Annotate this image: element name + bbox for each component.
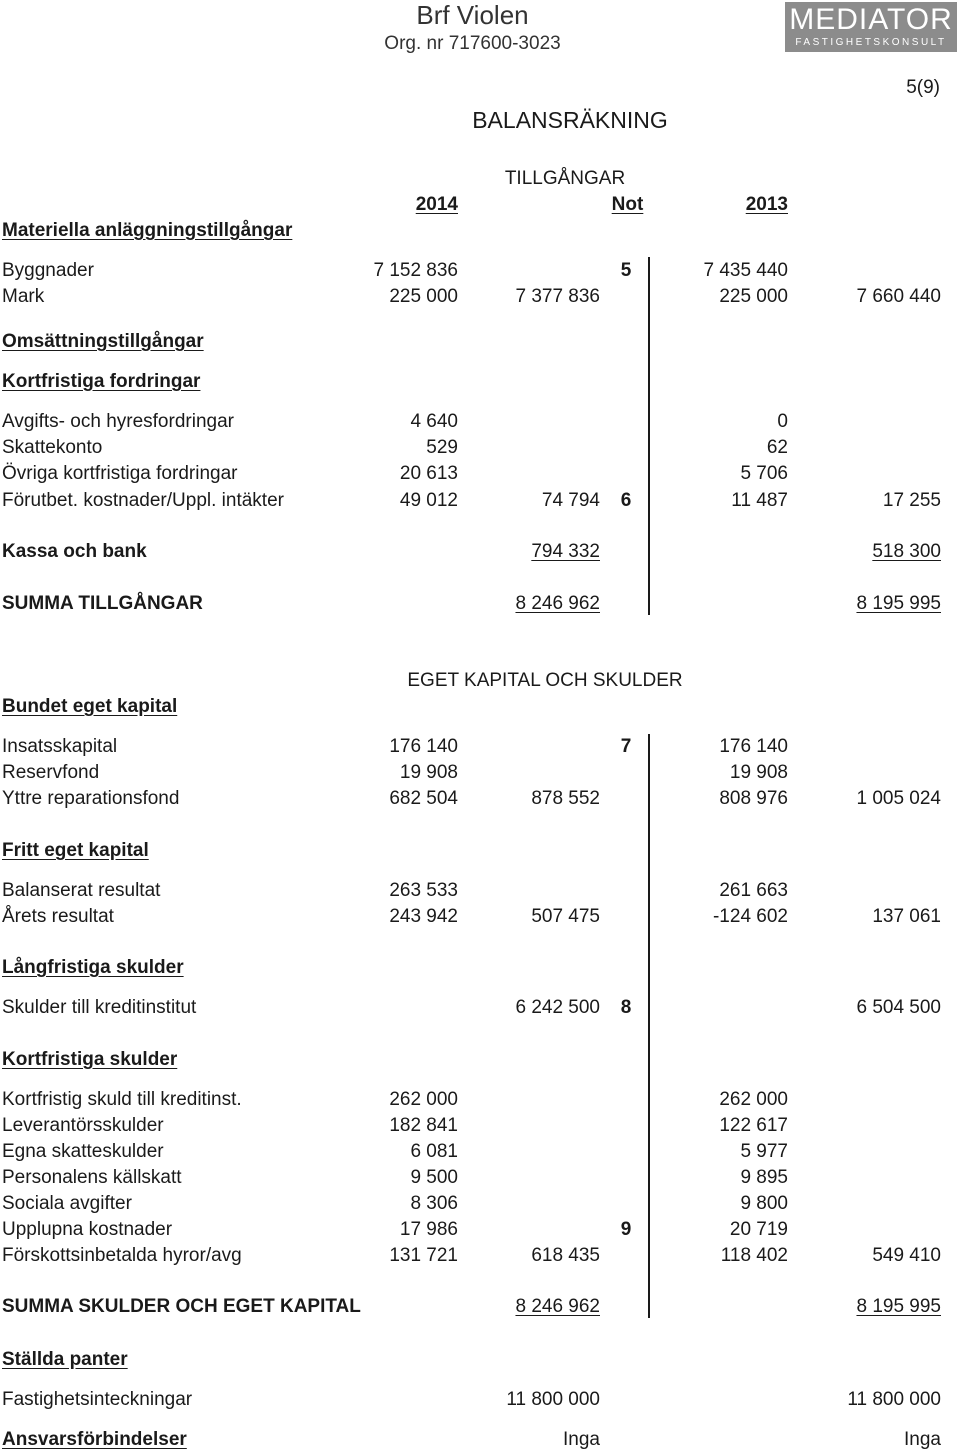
page-title: BALANSRÄKNING bbox=[472, 107, 668, 133]
sum-2013: 11 800 000 bbox=[847, 1389, 941, 1410]
value-2014: 8 306 bbox=[410, 1193, 458, 1214]
section-bundet: Bundet eget kapital bbox=[2, 696, 178, 717]
section-stallda-panter: Ställda panter bbox=[2, 1349, 128, 1370]
value-2014: 49 012 bbox=[399, 490, 458, 511]
row-label: Reservfond bbox=[2, 762, 100, 783]
value-2013: 176 140 bbox=[719, 736, 788, 757]
value-2014: 182 841 bbox=[389, 1115, 458, 1136]
value-2014: 682 504 bbox=[389, 788, 458, 809]
value-2013: 5 977 bbox=[740, 1141, 788, 1162]
section-omsattning: Omsättningstillgångar bbox=[2, 331, 204, 352]
value-2013: 262 000 bbox=[719, 1089, 788, 1110]
row-label: Förskottsinbetalda hyror/avg bbox=[2, 1245, 242, 1266]
sum-2014: 6 242 500 bbox=[515, 997, 600, 1018]
note-ref: 6 bbox=[620, 490, 632, 511]
col-heading-not: Not bbox=[611, 194, 644, 215]
value-2014: 529 bbox=[426, 437, 458, 458]
value-2014: 6 081 bbox=[410, 1141, 458, 1162]
sum-2014: 878 552 bbox=[531, 788, 600, 809]
note-ref: 8 bbox=[620, 997, 632, 1018]
row-label: Ansvarsförbindelser bbox=[2, 1429, 187, 1450]
org-number: Org. nr 717600-3023 bbox=[384, 33, 561, 54]
sum-2014: 8 246 962 bbox=[515, 1296, 600, 1317]
value-2013: 20 719 bbox=[729, 1219, 788, 1240]
sum-2013: Inga bbox=[904, 1429, 941, 1450]
sum-2014: Inga bbox=[563, 1429, 600, 1450]
value-2014: 4 640 bbox=[410, 411, 458, 432]
value-2014: 243 942 bbox=[389, 906, 458, 927]
assets-separator-line bbox=[648, 257, 650, 615]
sum-2014: 7 377 836 bbox=[515, 286, 600, 307]
value-2014: 7 152 836 bbox=[373, 260, 458, 281]
section-langfristiga: Långfristiga skulder bbox=[2, 957, 184, 978]
company-name: Brf Violen bbox=[416, 0, 529, 30]
sum-2014: 74 794 bbox=[541, 490, 600, 511]
col-heading-2013: 2013 bbox=[745, 194, 788, 215]
value-2014: 176 140 bbox=[389, 736, 458, 757]
sum-2013: 7 660 440 bbox=[856, 286, 941, 307]
row-label: Leverantörsskulder bbox=[2, 1115, 164, 1136]
value-2013: 808 976 bbox=[719, 788, 788, 809]
row-label: Övriga kortfristiga fordringar bbox=[2, 463, 238, 484]
value-2013: 7 435 440 bbox=[703, 260, 788, 281]
row-label: Yttre reparationsfond bbox=[2, 788, 180, 809]
sum-2014: 11 800 000 bbox=[506, 1389, 600, 1410]
value-2014: 263 533 bbox=[389, 880, 458, 901]
value-2013: 122 617 bbox=[719, 1115, 788, 1136]
sum-2014: 618 435 bbox=[531, 1245, 600, 1266]
sum-2013: 17 255 bbox=[882, 490, 941, 511]
row-label: Kassa och bank bbox=[2, 541, 147, 562]
row-label: Mark bbox=[2, 286, 45, 307]
value-2013: 19 908 bbox=[729, 762, 788, 783]
value-2013: 62 bbox=[766, 437, 788, 458]
logo-main-text: MEDIATOR bbox=[789, 3, 953, 36]
value-2014: 225 000 bbox=[389, 286, 458, 307]
row-label: Personalens källskatt bbox=[2, 1167, 182, 1188]
section-kortfristiga-skulder: Kortfristiga skulder bbox=[2, 1049, 178, 1070]
note-ref: 9 bbox=[620, 1219, 632, 1240]
value-2013: 118 402 bbox=[720, 1245, 788, 1266]
sum-2013: 8 195 995 bbox=[856, 593, 941, 614]
mediator-logo bbox=[785, 2, 957, 52]
value-2013: 261 663 bbox=[719, 880, 788, 901]
sum-2014: 8 246 962 bbox=[515, 593, 600, 614]
value-2013: 225 000 bbox=[719, 286, 788, 307]
row-label: Förutbet. kostnader/Uppl. intäkter bbox=[2, 490, 284, 511]
value-2014: 17 986 bbox=[399, 1219, 458, 1240]
sum-2013: 137 061 bbox=[872, 906, 941, 927]
sum-2013: 518 300 bbox=[872, 541, 941, 562]
row-label: Avgifts- och hyresfordringar bbox=[2, 411, 234, 432]
note-ref: 7 bbox=[620, 736, 632, 757]
value-2013: 11 487 bbox=[731, 490, 788, 511]
section-fritt: Fritt eget kapital bbox=[2, 840, 149, 861]
value-2014: 262 000 bbox=[389, 1089, 458, 1110]
col-heading-2014: 2014 bbox=[415, 194, 458, 215]
section-kortfristiga-fordringar: Kortfristiga fordringar bbox=[2, 371, 201, 392]
note-ref: 5 bbox=[620, 260, 632, 281]
sum-2013: 549 410 bbox=[872, 1245, 941, 1266]
value-2013: 5 706 bbox=[740, 463, 788, 484]
row-label: Skulder till kreditinstitut bbox=[2, 997, 197, 1018]
page-number: 5(9) bbox=[906, 77, 940, 98]
sum-2014: 507 475 bbox=[531, 906, 600, 927]
section-materiella: Materiella anläggningstillgångar bbox=[2, 220, 293, 241]
value-2014: 20 613 bbox=[399, 463, 458, 484]
assets-heading: TILLGÅNGAR bbox=[504, 168, 626, 189]
sum-2013: 8 195 995 bbox=[856, 1296, 941, 1317]
value-2014: 131 721 bbox=[389, 1245, 458, 1266]
row-label: SUMMA TILLGÅNGAR bbox=[2, 593, 203, 614]
sum-2014: 794 332 bbox=[531, 541, 600, 562]
row-label: Sociala avgifter bbox=[2, 1193, 132, 1214]
logo-sub-text: FASTIGHETSKONSULT bbox=[795, 37, 947, 48]
value-2013: 9 800 bbox=[740, 1193, 788, 1214]
liabilities-separator-line bbox=[648, 734, 650, 1318]
row-label: Insatsskapital bbox=[2, 736, 118, 757]
row-label: Fastighetsinteckningar bbox=[2, 1389, 193, 1410]
row-label: Skattekonto bbox=[2, 437, 103, 458]
row-label: Byggnader bbox=[2, 260, 94, 281]
row-label: Årets resultat bbox=[2, 906, 114, 927]
value-2014: 19 908 bbox=[399, 762, 458, 783]
value-2014: 9 500 bbox=[410, 1167, 458, 1188]
value-2013: 0 bbox=[777, 411, 788, 432]
value-2013: 9 895 bbox=[740, 1167, 788, 1188]
sum-2013: 6 504 500 bbox=[856, 997, 941, 1018]
row-label: Kortfristig skuld till kreditinst. bbox=[2, 1089, 242, 1110]
liabilities-heading: EGET KAPITAL OCH SKULDER bbox=[407, 670, 683, 691]
row-label: Balanserat resultat bbox=[2, 880, 161, 901]
sum-2013: 1 005 024 bbox=[856, 788, 941, 809]
value-2013: -124 602 bbox=[712, 906, 788, 927]
row-label: Upplupna kostnader bbox=[2, 1219, 173, 1240]
row-label: SUMMA SKULDER OCH EGET KAPITAL bbox=[2, 1296, 361, 1317]
row-label: Egna skatteskulder bbox=[2, 1141, 164, 1162]
